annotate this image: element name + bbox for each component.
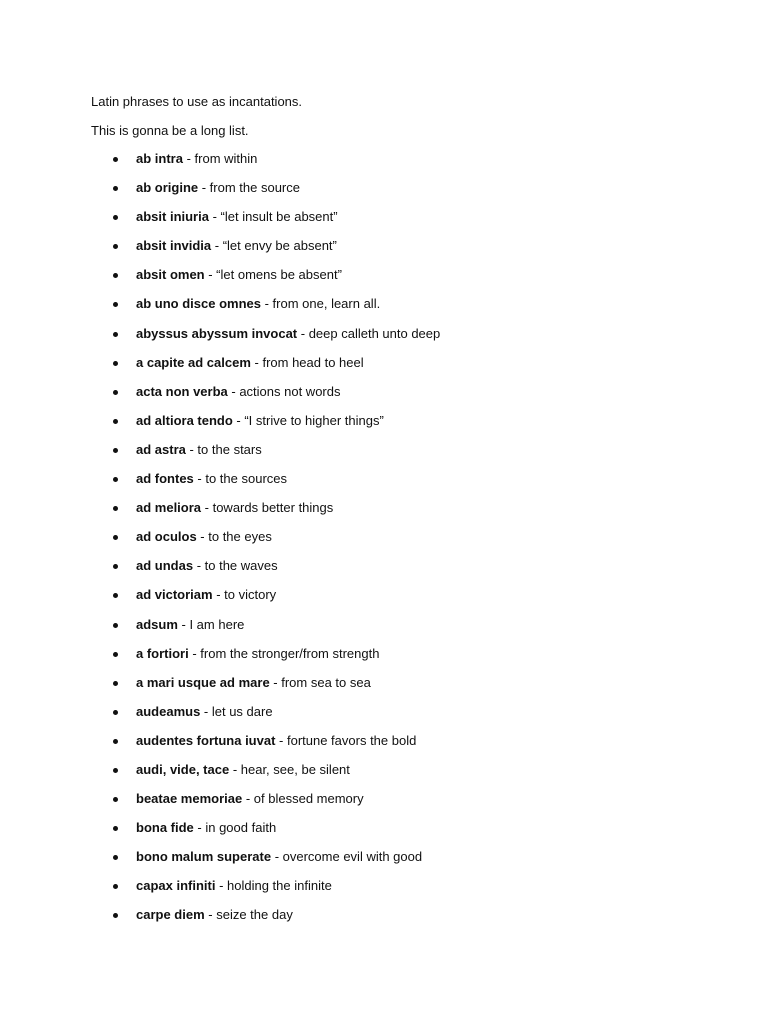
phrase-entry	[136, 180, 300, 196]
phrase-entry	[136, 849, 422, 865]
phrase-entry	[136, 791, 364, 807]
phrase-meaning: - from head to heel	[250, 354, 364, 370]
latin-phrase: audentes fortuna iuvat	[136, 732, 276, 748]
latin-phrase: carpe diem	[136, 907, 205, 923]
phrase-meaning: - hear, see, be silent	[229, 761, 350, 777]
list-item	[0, 413, 700, 442]
phrase-meaning: - holding the infinite	[215, 878, 332, 894]
phrase-meaning: - “I strive to higher things”	[232, 412, 384, 428]
latin-phrase: audi, vide, tace	[136, 761, 230, 777]
phrase-meaning: - deep calleth unto deep	[297, 325, 441, 341]
latin-phrase: audeamus	[136, 703, 201, 719]
latin-phrase: capax infiniti	[136, 878, 216, 894]
phrase-entry	[136, 355, 364, 371]
latin-phrase: bona fide	[136, 820, 194, 836]
phrase-entry	[136, 907, 293, 923]
phrase-entry	[136, 151, 257, 167]
list-item	[0, 675, 700, 704]
bullet-icon	[113, 477, 118, 482]
intro-line-1: Latin phrases to use as incantations.	[91, 94, 303, 109]
bullet-icon	[113, 884, 118, 889]
latin-phrase: ab intra	[136, 151, 183, 166]
latin-phrase: absit invidia	[136, 238, 212, 254]
list-item	[0, 646, 700, 675]
bullet-icon	[113, 302, 118, 307]
list-item	[0, 442, 700, 471]
phrase-meaning: - to the eyes	[196, 529, 272, 545]
phrase-entry	[136, 384, 340, 400]
phrase-list	[0, 151, 700, 937]
bullet-icon	[113, 681, 118, 686]
bullet-icon	[113, 215, 118, 220]
phrase-meaning: - to the stars	[185, 441, 262, 457]
bullet-icon	[113, 652, 118, 657]
bullet-icon	[113, 186, 118, 191]
phrase-meaning: - from one, learn all.	[260, 296, 381, 312]
bullet-icon	[113, 623, 118, 628]
list-item	[0, 849, 700, 878]
phrase-entry	[136, 413, 384, 429]
phrase-meaning: - fortune favors the bold	[275, 732, 417, 748]
phrase-meaning: - “let omens be absent”	[204, 267, 342, 283]
phrase-entry	[136, 878, 332, 894]
list-item	[0, 238, 700, 267]
phrase-meaning: - actions not words	[227, 383, 341, 399]
list-item	[0, 471, 700, 500]
phrase-entry	[136, 646, 379, 662]
latin-phrase: a mari usque ad mare	[136, 674, 270, 690]
bullet-icon	[113, 535, 118, 540]
latin-phrase: absit omen	[136, 267, 205, 283]
list-item	[0, 762, 700, 791]
bullet-icon	[113, 448, 118, 453]
phrase-meaning: - “let envy be absent”	[211, 238, 337, 254]
bullet-icon	[113, 739, 118, 744]
phrase-entry	[136, 209, 338, 225]
latin-phrase: ad oculos	[136, 529, 197, 545]
phrase-meaning: - overcome evil with good	[271, 849, 423, 865]
phrase-meaning: - from the source	[198, 180, 300, 196]
phrase-entry	[136, 529, 272, 545]
latin-phrase: ab origine	[136, 180, 199, 196]
bullet-icon	[113, 710, 118, 715]
list-item	[0, 704, 700, 733]
latin-phrase: absit iniuria	[136, 209, 209, 225]
phrase-entry	[136, 296, 380, 312]
phrase-meaning: - from within	[182, 151, 258, 166]
list-item	[0, 209, 700, 238]
phrase-entry	[136, 500, 333, 516]
list-item	[0, 907, 700, 936]
latin-phrase: ad fontes	[136, 471, 194, 487]
latin-phrase: ab uno disce omnes	[136, 296, 261, 312]
bullet-icon	[113, 564, 118, 569]
list-item	[0, 267, 700, 296]
intro-line-2: This is gonna be a long list.	[91, 123, 249, 138]
list-item	[0, 384, 700, 413]
phrase-meaning: - to the sources	[193, 471, 288, 487]
phrase-meaning: - I am here	[177, 616, 245, 632]
bullet-icon	[113, 768, 118, 773]
phrase-entry	[136, 762, 350, 778]
bullet-icon	[113, 506, 118, 511]
latin-phrase: ad astra	[136, 441, 186, 457]
latin-phrase: acta non verba	[136, 383, 228, 399]
list-item	[0, 500, 700, 529]
phrase-entry	[136, 704, 273, 720]
bullet-icon	[113, 157, 118, 162]
latin-phrase: ad altiora tendo	[136, 412, 233, 428]
phrase-entry	[136, 442, 262, 458]
bullet-icon	[113, 361, 118, 366]
latin-phrase: abyssus abyssum invocat	[136, 325, 298, 341]
list-item	[0, 529, 700, 558]
phrase-entry	[136, 558, 278, 574]
phrase-meaning: - “let insult be absent”	[208, 209, 338, 225]
phrase-entry	[136, 587, 276, 603]
list-item	[0, 791, 700, 820]
latin-phrase: ad victoriam	[136, 587, 213, 603]
latin-phrase: adsum	[136, 616, 178, 632]
phrase-entry	[136, 326, 440, 342]
phrase-entry	[136, 675, 371, 691]
list-item	[0, 558, 700, 587]
phrase-meaning: - from the stronger/from strength	[188, 645, 380, 661]
bullet-icon	[113, 390, 118, 395]
latin-phrase: ad meliora	[136, 500, 202, 516]
bullet-icon	[113, 826, 118, 831]
phrase-entry	[136, 238, 337, 254]
latin-phrase: beatae memoriae	[136, 791, 243, 807]
list-item	[0, 617, 700, 646]
latin-phrase: bono malum superate	[136, 849, 272, 865]
bullet-icon	[113, 419, 118, 424]
phrase-meaning: - from sea to sea	[269, 674, 371, 690]
bullet-icon	[113, 244, 118, 249]
latin-phrase: a fortiori	[136, 645, 189, 661]
phrase-entry	[136, 733, 416, 749]
phrase-meaning: - to the waves	[193, 558, 278, 574]
phrase-entry	[136, 267, 342, 283]
list-item	[0, 587, 700, 616]
list-item	[0, 326, 700, 355]
list-item	[0, 180, 700, 209]
phrase-entry	[136, 820, 276, 836]
phrase-meaning: - to victory	[212, 587, 277, 603]
list-item	[0, 151, 700, 180]
list-item	[0, 355, 700, 384]
bullet-icon	[113, 332, 118, 337]
latin-phrase: a capite ad calcem	[136, 354, 251, 370]
bullet-icon	[113, 593, 118, 598]
bullet-icon	[113, 797, 118, 802]
list-item	[0, 878, 700, 907]
list-item	[0, 820, 700, 849]
phrase-meaning: - towards better things	[201, 500, 334, 516]
bullet-icon	[113, 855, 118, 860]
bullet-icon	[113, 273, 118, 278]
latin-phrase: ad undas	[136, 558, 194, 574]
bullet-icon	[113, 913, 118, 918]
phrase-meaning: - let us dare	[200, 703, 273, 719]
phrase-meaning: - of blessed memory	[242, 791, 364, 807]
phrase-entry	[136, 617, 244, 633]
phrase-entry	[136, 471, 287, 487]
phrase-meaning: - in good faith	[193, 820, 277, 836]
list-item	[0, 733, 700, 762]
list-item	[0, 296, 700, 325]
phrase-meaning: - seize the day	[204, 907, 293, 923]
